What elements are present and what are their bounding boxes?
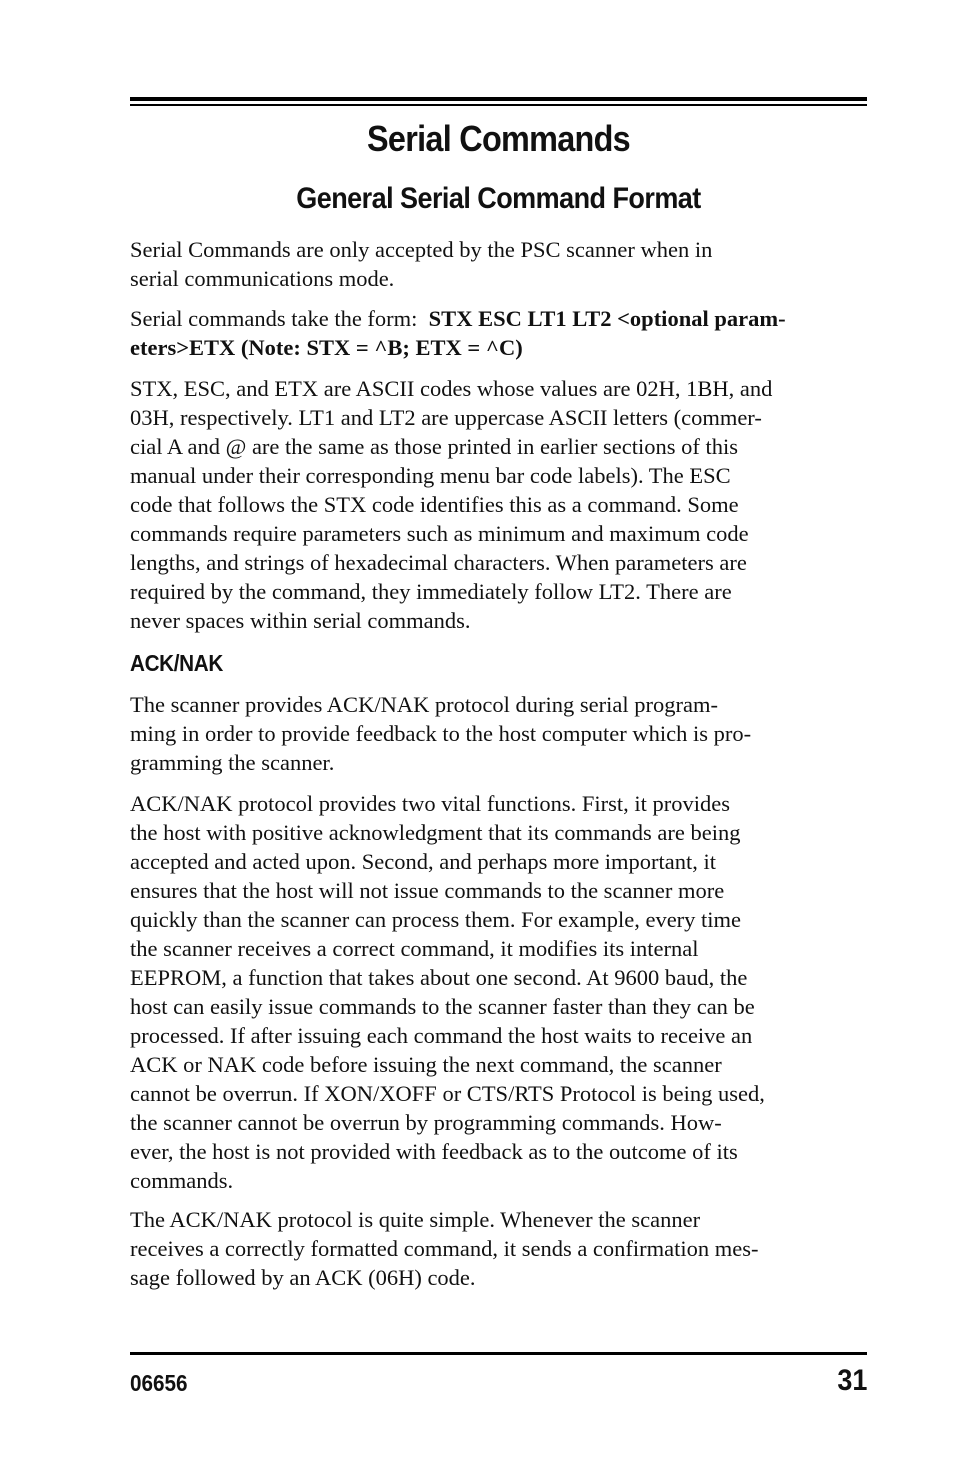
text-line: Serial Commands are only accepted by the PSC scanner when in xyxy=(130,237,713,262)
paragraph-ack-nak-functions xyxy=(130,789,867,1195)
text-line: ACK or NAK code before issuing the next command, the scanner xyxy=(130,1052,722,1077)
text-line: the scanner cannot be overrun by programming commands. How- xyxy=(130,1110,722,1135)
section-subtitle: General Serial Command Format xyxy=(296,182,701,215)
page-title: Serial Commands xyxy=(367,118,630,159)
text-line: commands require parameters such as minimum and maximum code xyxy=(130,521,749,546)
text-line: commands. xyxy=(130,1168,234,1193)
paragraph-command-form xyxy=(130,304,867,362)
text-line: ever, the host is not provided with feedback as to the outcome of its xyxy=(130,1139,738,1164)
text-line: sage followed by an ACK (06H) code. xyxy=(130,1265,476,1290)
text-line: host can easily issue commands to the scanner faster than they can be xyxy=(130,994,755,1019)
text-line: processed. If after issuing each command the host waits to receive an xyxy=(130,1023,753,1048)
text-line: EEPROM, a function that takes about one second. At 9600 baud, the xyxy=(130,965,748,990)
footer-doc-number: 06656 xyxy=(130,1370,188,1396)
text-line: receives a correctly formatted command, it sends a confirmation mes- xyxy=(130,1236,759,1261)
text-line: ACK/NAK protocol provides two vital functions. First, it provides xyxy=(130,791,730,816)
text-line: cial A and @ are the same as those printed in earlier sections of this xyxy=(130,434,739,459)
paragraph-ascii-codes xyxy=(130,374,867,635)
text-line: the scanner receives a correct command, it modifies its internal xyxy=(130,936,699,961)
text-line: required by the command, they immediately follow LT2. There are xyxy=(130,579,732,604)
text-line: never spaces within serial commands. xyxy=(130,608,471,633)
text-line: cannot be overrun. If XON/XOFF or CTS/RTS Protocol is being used, xyxy=(130,1081,765,1106)
command-form-syntax: STX ESC LT1 LT2 <optional param- xyxy=(428,306,786,331)
text-line: STX, ESC, and ETX are ASCII codes whose values are 02H, 1BH, and xyxy=(130,376,773,401)
text-line: gramming the scanner. xyxy=(130,750,335,775)
text-line: quickly than the scanner can process them. For example, every time xyxy=(130,907,742,932)
text-line: The ACK/NAK protocol is quite simple. Whenever the scanner xyxy=(130,1207,701,1232)
text-line: serial communications mode. xyxy=(130,266,395,291)
header-rule-thick xyxy=(130,97,867,101)
text-line: The scanner provides ACK/NAK protocol during serial program- xyxy=(130,692,718,717)
text-line: accepted and acted upon. Second, and perhaps more important, it xyxy=(130,849,717,874)
footer-page-number: 31 xyxy=(836,1364,867,1397)
text-line: 03H, respectively. LT1 and LT2 are uppercase ASCII letters (commer- xyxy=(130,405,762,430)
text-line xyxy=(130,304,867,333)
header-rule-thin xyxy=(130,104,867,106)
command-form-intro: Serial commands take the form: xyxy=(130,306,418,331)
section-heading-ack-nak: ACK/NAK xyxy=(130,650,223,676)
paragraph-intro xyxy=(130,235,867,293)
text-line: ensures that the host will not issue commands to the scanner more xyxy=(130,878,725,903)
text-line: manual under their corresponding menu bar code labels). The ESC xyxy=(130,463,731,488)
text-line: code that follows the STX code identifies this as a command. Some xyxy=(130,492,739,517)
paragraph-ack-nak-simple xyxy=(130,1205,867,1292)
paragraph-ack-nak-intro xyxy=(130,690,867,777)
text-line: the host with positive acknowledgment that its commands are being xyxy=(130,820,741,845)
text-line: lengths, and strings of hexadecimal characters. When parameters are xyxy=(130,550,747,575)
text-line: ming in order to provide feedback to the host computer which is pro- xyxy=(130,721,752,746)
footer-rule xyxy=(130,1352,867,1355)
command-form-syntax-cont: eters>ETX (Note: STX = ^B; ETX = ^C) xyxy=(130,335,523,360)
